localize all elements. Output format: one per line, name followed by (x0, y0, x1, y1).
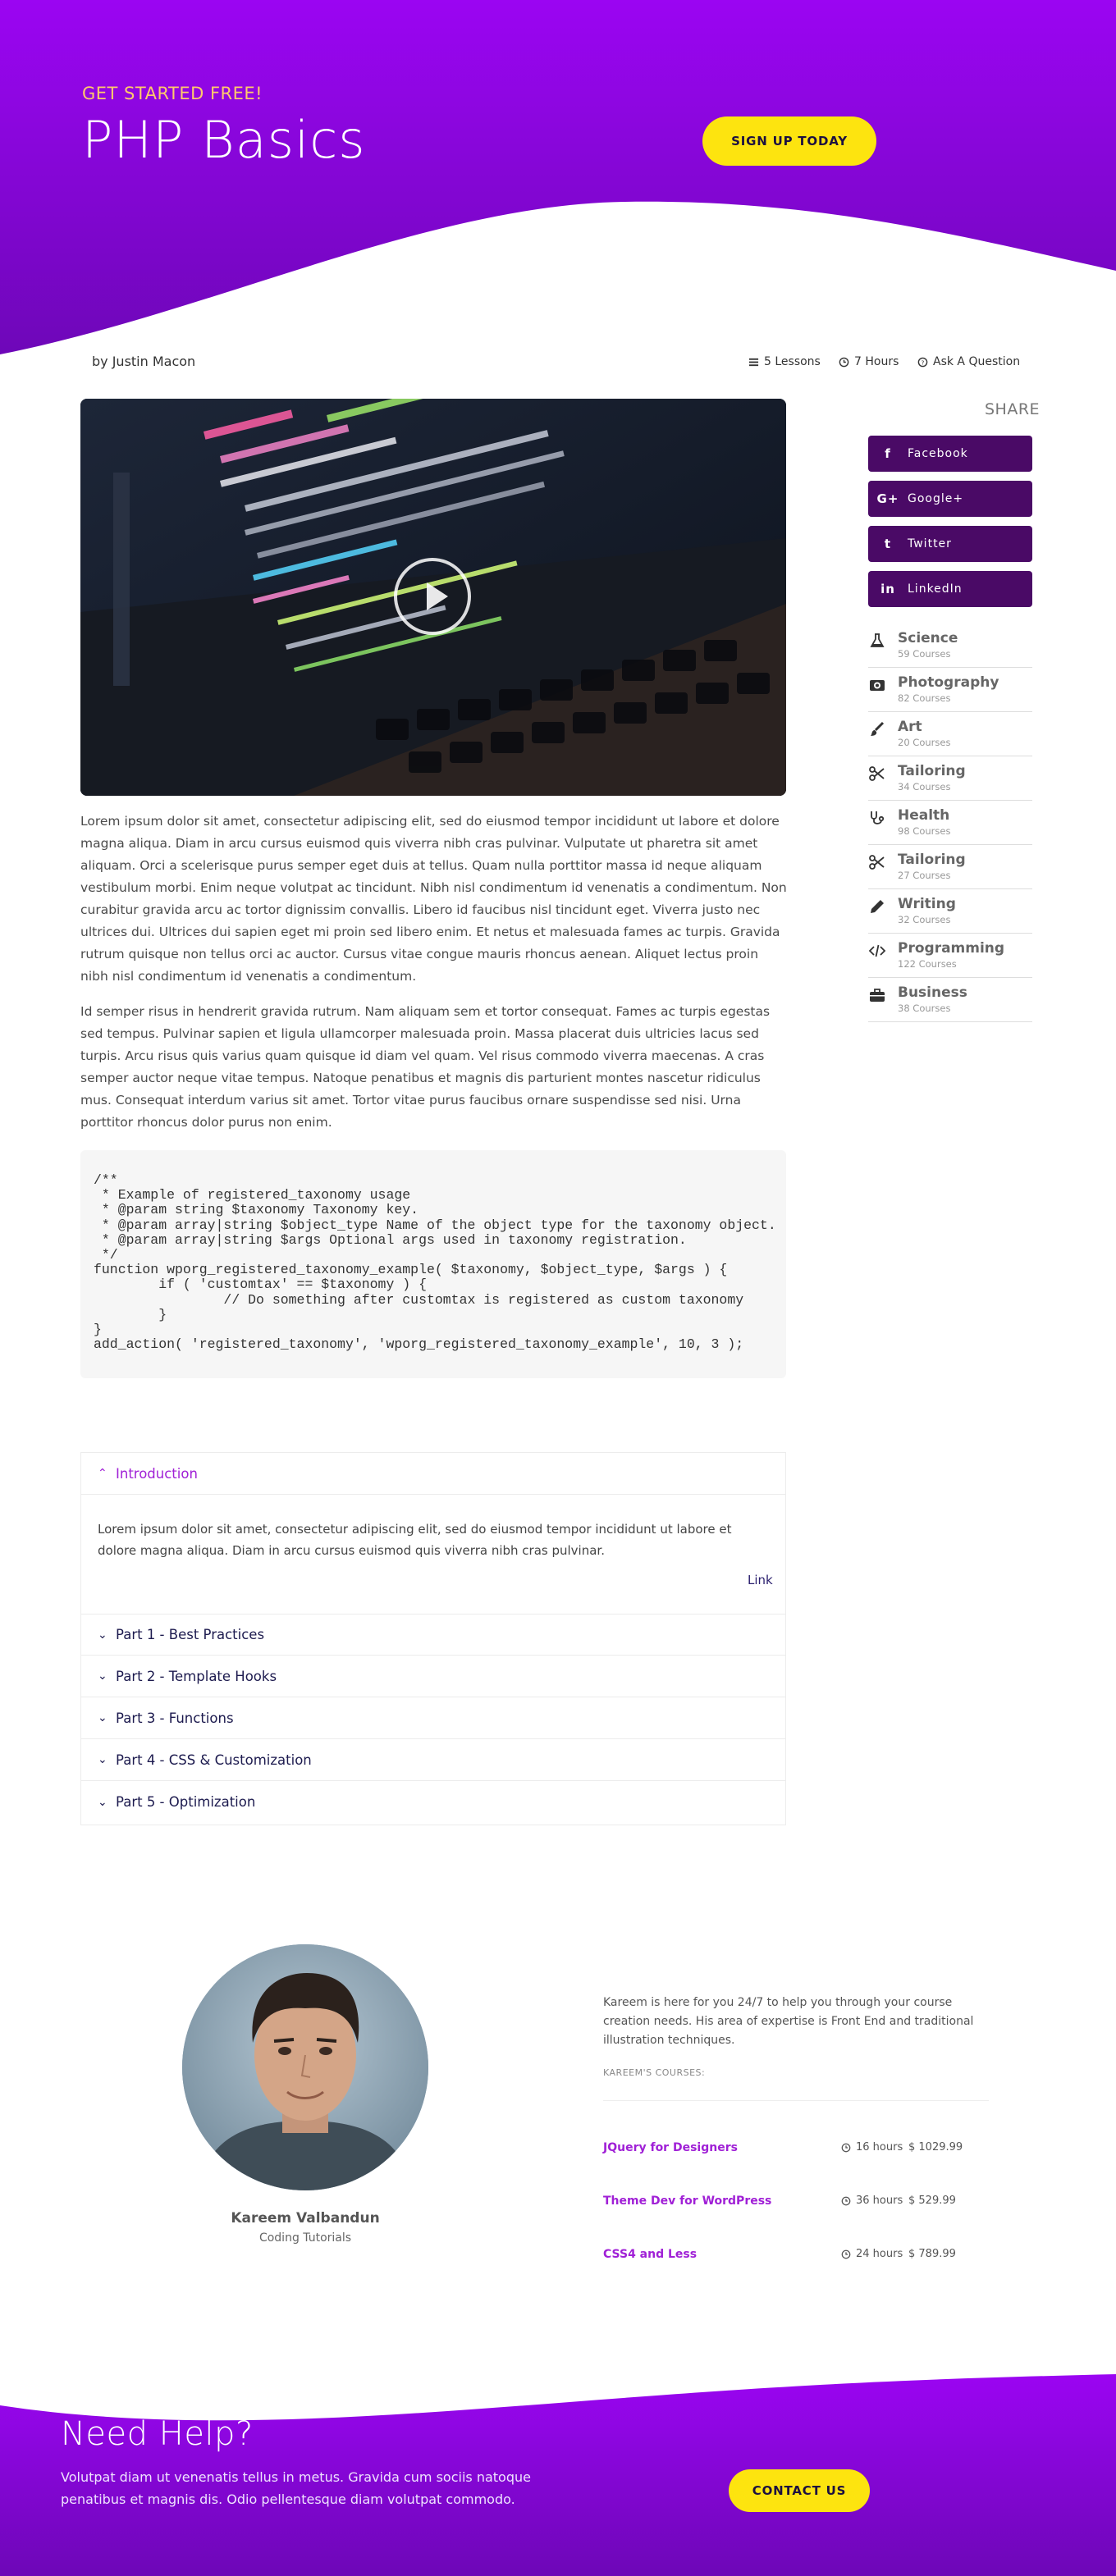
accordion-part-3[interactable] (81, 1697, 785, 1739)
category-count: 59 Courses (898, 648, 951, 660)
chevron-up-icon: ⌃ (98, 1467, 107, 1480)
instructor-course-row (603, 2141, 989, 2161)
course-hours (841, 2141, 903, 2154)
course-price: $ 789.99 (908, 2248, 956, 2260)
category-tailoring[interactable] (868, 756, 1032, 801)
accordion-title: Part 2 - Template Hooks (116, 1668, 277, 1684)
ask-question-label: Ask A Question (933, 355, 1021, 368)
accordion-title: Part 5 - Optimization (116, 1794, 256, 1810)
briefcase-icon (868, 986, 886, 1004)
category-tailoring-2[interactable] (868, 845, 1032, 889)
category-health[interactable] (868, 801, 1032, 845)
clock-icon (841, 2196, 851, 2206)
category-count: 122 Courses (898, 958, 957, 970)
chevron-down-icon: ⌄ (98, 1669, 107, 1683)
accordion-title: Part 1 - Best Practices (116, 1627, 265, 1642)
hero-banner (0, 0, 1116, 361)
help-text: Volutpat diam ut venenatis tellus in metus. Gravida cum sociis natoque penatibus et magnis dis. Odio pellentesque diam volutpat commodo. (61, 2469, 531, 2507)
play-button-icon[interactable] (394, 558, 471, 635)
category-photography[interactable] (868, 668, 1032, 712)
social-label: LinkedIn (908, 582, 963, 596)
category-name: Tailoring (898, 852, 966, 868)
category-name: Business (898, 984, 967, 1001)
accordion-part-2[interactable] (81, 1656, 785, 1697)
ask-question-link[interactable] (917, 355, 1020, 368)
category-name: Photography (898, 674, 999, 691)
category-count: 34 Courses (898, 781, 951, 792)
clock-icon (839, 357, 849, 368)
course-price: $ 529.99 (908, 2195, 956, 2207)
category-name: Health (898, 807, 950, 824)
article-paragraph: Lorem ipsum dolor sit amet, consectetur adipiscing elit, sed do eiusmod tempor incididunt ut labore et dolore magna aliqua. Diam in arcu cursus euismod quis viverra nibh cras pulvinar. Vulputate ut pharetra sit amet aliquam. Orci a scelerisque purus semper eget duis at tellus. Quam nulla porttitor massa id neque aliquam vestibulum morbi. Enim neque volutpat ac tincidunt. Nibh nisl condimentum id venenatis a condimentum. Non curabitur gravida arcu ac tortor dignissim convallis. Libero id faucibus nisl tincidunt eget. Viverra justo nec ultrices dui. Ultrices dui sapien eget mi proin sed libero enim. Et netus et malesuada fames ac turpis. Gravida rutrum quisque non tellus orci ac auctor. Cursus vitae congue mauris rhoncus aenean. Aliquet lectus proin nibh nisl condimentum id venenatis a condimentum. (80, 814, 787, 984)
share-linkedin-button[interactable] (868, 571, 1032, 607)
accordion-part-5[interactable] (81, 1781, 785, 1823)
article-paragraph: Id semper risus in hendrerit gravida rutrum. Nam aliquam sem et tortor consequat. Fames ac turpis egestas sed tempus. Pulvinar sapien et ligula ullamcorper malesuada proin. Massa placerat duis ultricies lacus sed turpis. Arcu risus quis varius quam quisque id diam vel quam. Vel risus commodo viverra maecenas. A cras semper auctor neque vitae tempus. Natoque penatibus et magnis dis parturient montes nascetur ridiculus mus. Consequat interdum varius sit amet. Tortor vitae purus faucibus ornare suspendisse sed nisi. Urna porttitor rhoncus dolor purus non enim. (80, 1004, 771, 1130)
scissors-icon (868, 765, 886, 783)
category-art[interactable] (868, 712, 1032, 756)
flask-icon (868, 632, 886, 650)
instructor-bio: Kareem is here for you 24/7 to help you through your course creation needs. His area of expertise is Front End and traditional illustration techniques. (603, 1996, 974, 2047)
course-link[interactable]: JQuery for Designers (603, 2141, 738, 2154)
hours-meta (839, 355, 899, 368)
category-count: 38 Courses (898, 1003, 951, 1014)
linkedin-icon: in (880, 582, 895, 596)
clock-icon (841, 2249, 851, 2259)
category-count: 27 Courses (898, 870, 951, 881)
instructor-courses-label: KAREEM'S COURSES: (603, 2067, 706, 2078)
category-name: Art (898, 719, 922, 735)
category-writing[interactable] (868, 889, 1032, 934)
question-icon (917, 357, 928, 368)
category-name: Science (898, 630, 958, 646)
course-hours (841, 2248, 903, 2260)
instructor-role: Coding Tutorials (258, 2231, 352, 2245)
category-programming[interactable] (868, 934, 1032, 978)
category-name: Writing (898, 896, 956, 912)
accordion-part-1[interactable] (81, 1614, 785, 1656)
share-facebook-button[interactable] (868, 436, 1032, 472)
lesson-accordion (80, 1452, 786, 1825)
category-name: Tailoring (898, 763, 966, 779)
instructor-photo (182, 1944, 428, 2190)
accordion-part-4[interactable] (81, 1739, 785, 1781)
chevron-down-icon: ⌄ (98, 1628, 107, 1642)
author-byline: by Justin Macon (92, 354, 196, 369)
divider (603, 2100, 989, 2101)
help-title: Need Help? (61, 2415, 254, 2453)
google-plus-icon: G+ (876, 491, 899, 506)
stethoscope-icon (868, 809, 886, 827)
scissors-icon (868, 853, 886, 871)
twitter-icon: t (884, 537, 892, 551)
lessons-count: 5 Lessons (764, 355, 821, 368)
list-icon (748, 357, 759, 368)
category-count: 32 Courses (898, 914, 951, 925)
course-hours-text: 24 hours (856, 2248, 903, 2260)
instructor-course-row (603, 2195, 989, 2214)
accordion-title: Part 3 - Functions (116, 1710, 234, 1726)
facebook-icon: f (885, 446, 891, 461)
share-label: SHARE (985, 400, 1041, 418)
brush-icon (868, 720, 886, 738)
social-label: Twitter (908, 537, 952, 550)
category-business[interactable] (868, 978, 1032, 1022)
course-hours-text: 16 hours (856, 2141, 903, 2154)
category-count: 82 Courses (898, 692, 951, 704)
accordion-introduction[interactable] (81, 1453, 785, 1495)
pencil-icon (868, 897, 886, 916)
instructor-course-row (603, 2248, 989, 2268)
category-count: 20 Courses (898, 737, 951, 748)
category-count: 98 Courses (898, 825, 951, 837)
chevron-down-icon: ⌄ (98, 1711, 107, 1724)
course-link[interactable]: Theme Dev for WordPress (603, 2195, 772, 2208)
social-label: Facebook (908, 447, 968, 460)
category-name: Programming (898, 940, 1005, 957)
accordion-title: Part 4 - CSS & Customization (116, 1752, 312, 1768)
avatar (182, 1944, 428, 2190)
code-icon (868, 942, 886, 960)
share-twitter-button[interactable] (868, 526, 1032, 562)
course-link[interactable]: CSS4 and Less (603, 2248, 698, 2261)
page-title: PHP Basics (82, 110, 366, 170)
accordion-body: Lorem ipsum dolor sit amet, consectetur adipiscing elit, sed do eiusmod tempor incididunt ut labore et dolore magna aliqua. Diam in arcu cursus euismod quis viverra nibh cras pulvinar. (98, 1522, 732, 1558)
social-label: Google+ (908, 492, 964, 505)
hero-kicker: GET STARTED FREE! (82, 84, 263, 103)
svg-text:?: ? (921, 358, 925, 366)
accordion-link[interactable]: Link (748, 1573, 773, 1587)
clock-icon (841, 2143, 851, 2153)
contact-button[interactable]: CONTACT US (729, 2469, 870, 2512)
chevron-down-icon: ⌄ (98, 1795, 107, 1809)
course-hours-text: 36 hours (856, 2195, 903, 2207)
share-google-plus-button[interactable] (868, 481, 1032, 517)
code-block: /** * Example of registered_taxonomy usage * @param string $taxonomy Taxonomy key. * @param array|string $object_type Name of the object type for the taxonomy object. * @param array|string $args Optional args used in taxonomy registration. */ function wporg_registered_taxonomy_example( $taxonomy, $object_type, $args ) { if ( 'customtax' == $taxonomy ) { // Do something after customtax is registered as custom taxonomy } } add_action( 'registered_taxonomy', 'wporg_registered_taxonomy_example', 10, 3 ); (80, 1150, 786, 1378)
camera-icon (868, 676, 886, 694)
course-hours (841, 2195, 903, 2207)
hero-wave-shape (0, 0, 1116, 361)
instructor-name: Kareem Valbandun (231, 2210, 380, 2227)
accordion-title: Introduction (116, 1465, 198, 1482)
lessons-meta (748, 355, 821, 368)
chevron-down-icon: ⌄ (98, 1753, 107, 1766)
category-science[interactable] (868, 623, 1032, 668)
signup-button[interactable]: SIGN UP TODAY (702, 116, 876, 166)
course-price: $ 1029.99 (908, 2141, 963, 2154)
hours-count: 7 Hours (854, 355, 899, 368)
